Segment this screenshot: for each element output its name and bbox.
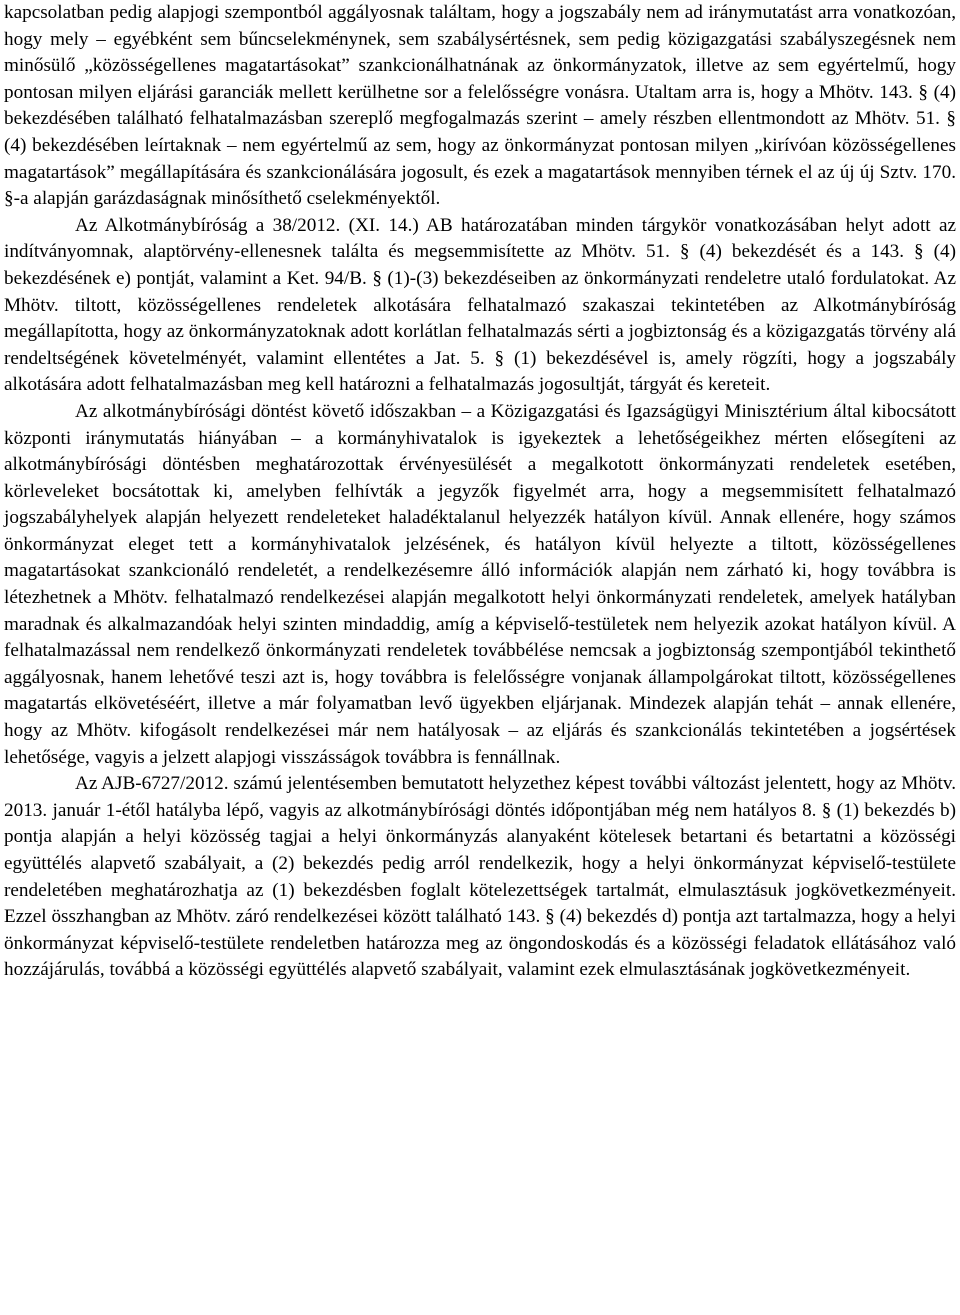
paragraph-4: Az AJB-6727/2012. számú jelentésemben bemutatott helyzethez képest további változást jelentett, hogy az Mhötv. 2013. január 1-étől hatályba lépő, vagyis az alkotmánybírósági döntés időpontjában még nem hatályos 8. § (1) bekezdés b) pontja alapján a helyi közösség tagjai a helyi önkormányzás alanyaként kötelesek betartani és betartatni a közösségi együttélés alapvető szabályait, a (2) bekezdés pedig arról rendelkezik, hogy a helyi önkormányzat képviselő-testülete rendeletében meghatározhatja az (1) bekezdésben foglalt kötelezettségek tartalmát, elmulasztásuk jogkövetkezményeit. Ezzel összhangban az Mhötv. záró rendelkezései között található 143. § (4) bekezdés d) pontja azt tartalmazza, hogy a helyi önkormányzat képviselő-testülete rendeletben határozza meg az öngondoskodás és a közösségi feladatok ellátásához való hozzájárulás, továbbá a közösségi együttélés alapvető szabályait, valamint ezek elmulasztásának jogkövetkezményeit. (4, 773, 956, 981)
paragraph-2: Az Alkotmánybíróság a 38/2012. (XI. 14.) AB határozatában minden tárgykör vonatkozásában helyt adott az indítványomnak, alaptörvény-ellenesnek találta és megsemmisítette az Mhötv. 51. § (4) bekezdését és a 143. § (4) bekezdésének e) pontját, valamint a Ket. 94/B. § (1)-(3) bekezdéseiben az önkormányzati rendeletre utaló fordulatokat. Az Mhötv. tiltott, közösségellenes rendeletek alkotására felhatalmazó szakaszai tekintetében az Alkotmánybíróság megállapította, hogy az önkormányzatoknak adott korlátlan felhatalmazás sérti a jogbiztonság és a közigazgatás törvény alá rendeltségének követelményét, valamint ellentétes a Jat. 5. § (1) bekezdésével is, amely rögzíti, hogy a jogszabály alkotására adott felhatalmazásban meg kell határozni a felhatalmazás jogosultját, tárgyát és kereteit. (4, 214, 956, 396)
paragraph-3: Az alkotmánybírósági döntést követő időszakban – a Közigazgatási és Igazságügyi Minisztérium által kibocsátott központi iránymutatás hiányában – a kormányhivatalok is igyekeztek a lehetőségeikhez mérten elősegíteni az alkotmánybírósági döntésben meghatározottak érvényesülését a megalkotott önkormányzati rendeletek esetében, körleveleket bocsátottak ki, amelyben felhívták a jegyzők figyelmét arra, hogy a megsemmisített felhatalmazó jogszabályhelyek alapján helyezett rendeleteket haladéktalanul helyezzék hatályon kívül. Annak ellenére, hogy számos önkormányzat eleget tett a kormányhivatalok jelzésének, és hatályon kívül helyezte a tiltott, közösségellenes magatartásokat szankcionáló rendeletét, a rendelkezésemre álló információk alapján nem zárható ki, hogy továbbra is létezhetnek a Mhötv. felhatalmazó rendelkezései alapján megalkotott helyi önkormányzati rendeletek, amelyek hatályban maradnak és alkalmazandóak helyi szinten mindaddig, amíg a képviselő-testületek nem helyezik azokat hatályon kívül. A felhatalmazással nem rendelkező önkormányzati rendeletek továbbélése nemcsak a jogbiztonság szempontjából tekinthető aggályosnak, hanem lehetővé teszi azt is, hogy továbbra is felelősségre vonjanak állampolgárokat tiltott, közösségellenes magatartás elkövetéséért, illetve a már folyamatban levő ügyekben eljárjanak. Mindezek alapján tehát – annak ellenére, hogy az Mhötv. kifogásolt rendelkezései már nem hatályosak – az eljárás és szankcionálás tekintetében a jogsértések lehetősége, vagyis a jelzett alapjogi visszásságok továbbra is fennállnak. (4, 400, 956, 768)
paragraph-1: kapcsolatban pedig alapjogi szempontból aggályosnak találtam, hogy a jogszabály nem ad iránymutatást arra vonatkozóan, hogy mely – egyébként sem bűncselekménynek, sem szabálysértésnek, sem pedig közigazgatási szabályszegésnek nem minősülő „közösségellenes magatartásokat” szankcionálhatnának az önkormányzatok, illetve az sem egyértelmű, hogy pontosan milyen eljárási garanciák mellett kerülhetne sor a felelősségre vonásra. Utaltam arra is, hogy a Mhötv. 143. § (4) bekezdésében található felhatalmazásban szereplő megfogalmazás szerint – amely részben ellentmondott az Mhötv. 51. § (4) bekezdésében leírtaknak – nem egyértelmű az sem, hogy az önkormányzat pontosan milyen „kirívóan közösségellenes magatartások” megállapítására és szankcionálására jogosult, és ezek a magatartások mennyiben térnek el az új új Sztv. 170. §-a alapján garázdaságnak minősíthető cselekményektől. (4, 2, 956, 210)
